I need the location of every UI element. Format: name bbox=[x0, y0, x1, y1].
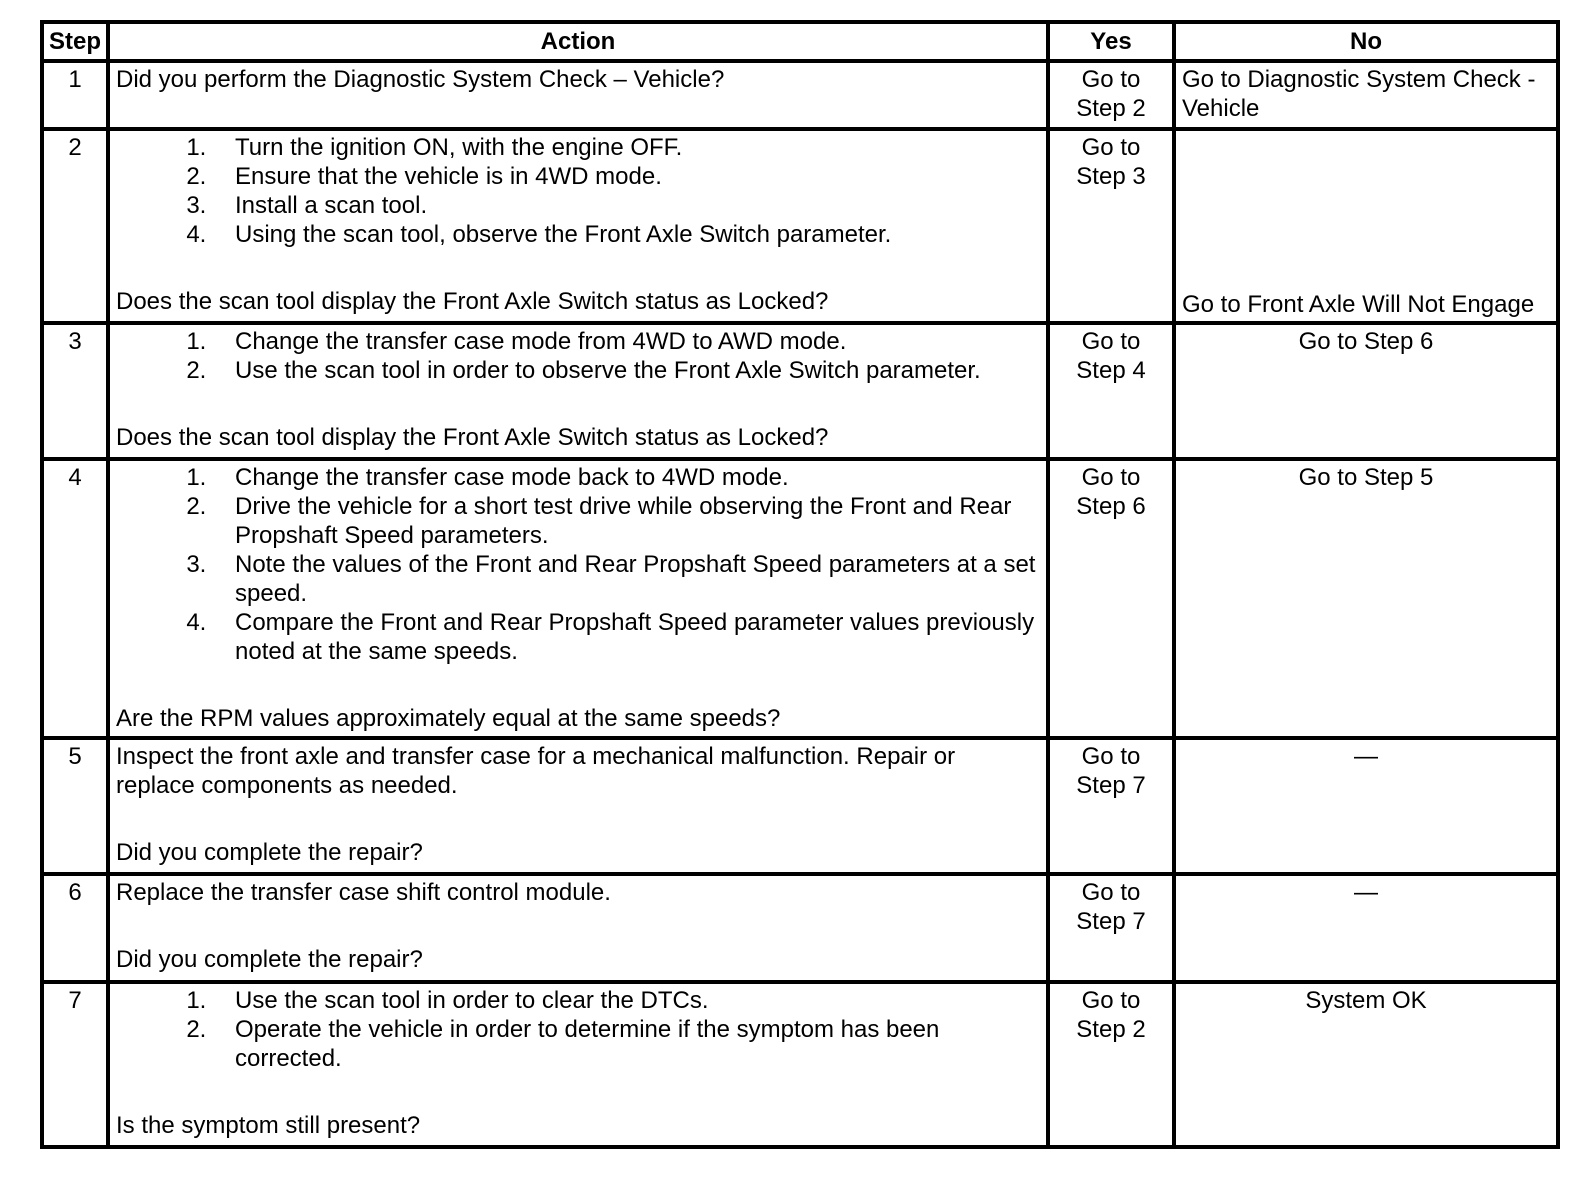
action-cell bbox=[108, 459, 1048, 738]
action-steps-list bbox=[116, 463, 1040, 666]
list-item: 2. Drive the vehicle for a short test drive while observing the Front and Rear Propshaft Speed parameters. bbox=[213, 492, 1040, 550]
list-item: 3. Install a scan tool. bbox=[213, 191, 1040, 220]
header-yes: Yes bbox=[1048, 22, 1174, 61]
table-row bbox=[42, 459, 1558, 738]
yes-cell: Go to Step 2 bbox=[1048, 982, 1174, 1147]
list-item: 1. Change the transfer case mode back to 4WD mode. bbox=[213, 463, 1040, 492]
step-number: 4 bbox=[42, 459, 108, 738]
no-cell: — bbox=[1174, 874, 1558, 982]
action-steps-list bbox=[116, 327, 1040, 385]
table-row bbox=[42, 874, 1558, 982]
header-step: Step bbox=[42, 22, 108, 61]
action-question: Does the scan tool display the Front Axle Switch status as Locked? bbox=[116, 288, 829, 315]
list-item: 1. Turn the ignition ON, with the engine OFF. bbox=[213, 133, 1040, 162]
action-cell bbox=[108, 738, 1048, 874]
list-item: 3. Note the values of the Front and Rear Propshaft Speed parameters at a set speed. bbox=[213, 550, 1040, 608]
yes-cell: Go to Step 2 bbox=[1048, 61, 1174, 129]
action-instruction: Replace the transfer case shift control module. bbox=[116, 879, 611, 906]
action-steps-list bbox=[116, 133, 1040, 249]
table-row bbox=[42, 738, 1558, 874]
yes-cell: Go to Step 4 bbox=[1048, 323, 1174, 459]
list-item: 2. Use the scan tool in order to observe the Front Axle Switch parameter. bbox=[213, 356, 1040, 385]
action-cell bbox=[108, 874, 1048, 982]
action-question: Are the RPM values approximately equal at the same speeds? bbox=[116, 705, 781, 732]
list-item: 1. Use the scan tool in order to clear the DTCs. bbox=[213, 986, 1040, 1015]
action-cell bbox=[108, 982, 1048, 1147]
yes-cell: Go to Step 7 bbox=[1048, 738, 1174, 874]
header-action: Action bbox=[108, 22, 1048, 61]
no-cell: System OK bbox=[1174, 982, 1558, 1147]
list-item: 1. Change the transfer case mode from 4WD to AWD mode. bbox=[213, 327, 1040, 356]
action-question: Did you complete the repair? bbox=[116, 839, 423, 866]
action-question: Did you complete the repair? bbox=[116, 946, 423, 973]
action-cell bbox=[108, 61, 1048, 129]
header-no: No bbox=[1174, 22, 1558, 61]
table-row bbox=[42, 129, 1558, 323]
yes-cell: Go to Step 6 bbox=[1048, 459, 1174, 738]
action-question: Is the symptom still present? bbox=[116, 1112, 421, 1139]
no-cell: Go to Diagnostic System Check - Vehicle bbox=[1174, 61, 1558, 129]
action-instruction: Inspect the front axle and transfer case for a mechanical malfunction. Repair or replace components as needed. bbox=[116, 743, 956, 799]
no-cell: Go to Front Axle Will Not Engage bbox=[1174, 129, 1558, 323]
action-steps-list bbox=[116, 986, 1040, 1073]
action-question: Did you perform the Diagnostic System Check – Vehicle? bbox=[116, 66, 725, 93]
action-question: Does the scan tool display the Front Axle Switch status as Locked? bbox=[116, 424, 829, 451]
step-number: 5 bbox=[42, 738, 108, 874]
no-cell: Go to Step 5 bbox=[1174, 459, 1558, 738]
yes-cell: Go to Step 3 bbox=[1048, 129, 1174, 323]
no-cell: Go to Step 6 bbox=[1174, 323, 1558, 459]
step-number: 7 bbox=[42, 982, 108, 1147]
list-item: 4. Using the scan tool, observe the Front Axle Switch parameter. bbox=[213, 220, 1040, 249]
step-number: 3 bbox=[42, 323, 108, 459]
step-number: 6 bbox=[42, 874, 108, 982]
action-cell bbox=[108, 323, 1048, 459]
diagnostic-table bbox=[40, 20, 1560, 1149]
table-row bbox=[42, 982, 1558, 1147]
table-row bbox=[42, 61, 1558, 129]
list-item: 2. Operate the vehicle in order to determine if the symptom has been corrected. bbox=[213, 1015, 1040, 1073]
table-row bbox=[42, 323, 1558, 459]
yes-cell: Go to Step 7 bbox=[1048, 874, 1174, 982]
no-cell: — bbox=[1174, 738, 1558, 874]
step-number: 2 bbox=[42, 129, 108, 323]
step-number: 1 bbox=[42, 61, 108, 129]
action-cell bbox=[108, 129, 1048, 323]
list-item: 4. Compare the Front and Rear Propshaft Speed parameter values previously noted at the same speeds. bbox=[213, 608, 1040, 666]
list-item: 2. Ensure that the vehicle is in 4WD mode. bbox=[213, 162, 1040, 191]
table-header-row bbox=[42, 22, 1558, 61]
